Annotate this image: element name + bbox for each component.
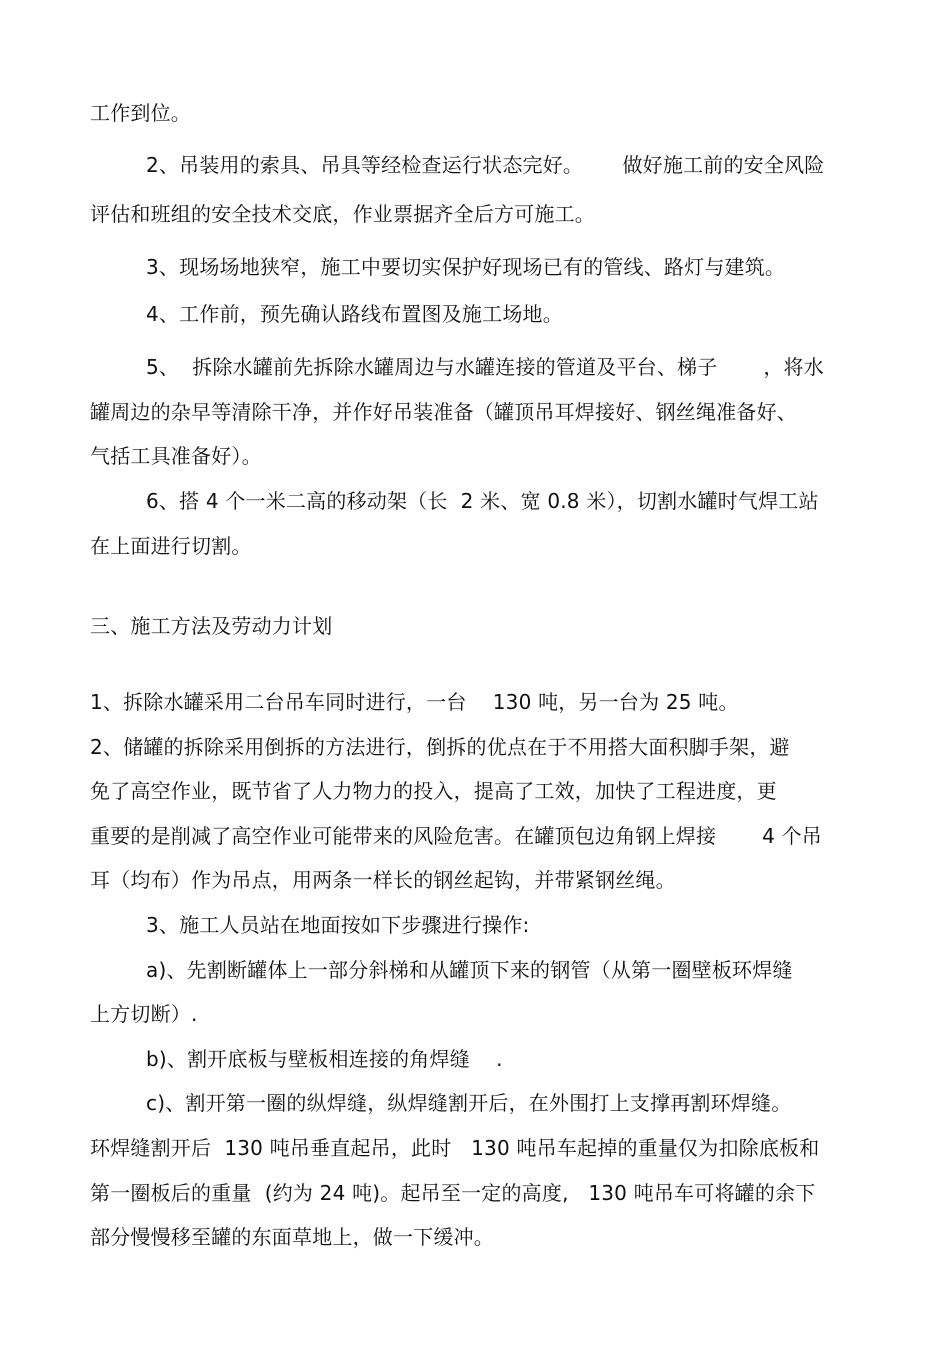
text-line-8: 气括工具准备好）。 xyxy=(90,444,262,468)
text-line-10: 在上面进行切割。 xyxy=(90,534,252,558)
text-line-2: 2、吊装用的索具、吊具等经检查运行状态完好。 做好施工前的安全风险 xyxy=(146,153,825,177)
text-line-4: 3、现场场地狭窄，施工中要切实保护好现场已有的管线、路灯与建筑。 xyxy=(146,255,786,279)
text-line-6: 5、 拆除水罐前先拆除水罐周边与水罐连接的管道及平台、梯子 ，将水 xyxy=(146,355,824,379)
text-line-14: 免了高空作业，既节省了人力物力的投入，提高了工效，加快了工程进度，更 xyxy=(90,779,777,803)
text-line-5: 4、工作前，预先确认路线布置图及施工场地。 xyxy=(146,302,563,326)
text-line-20: b)、割开底板与壁板相连接的角焊缝 . xyxy=(146,1047,503,1071)
text-line-3: 评估和班组的安全技术交底，作业票据齐全后方可施工。 xyxy=(90,202,595,226)
text-line-9: 6、搭 4 个一米二高的移动架（长 2 米、宽 0.8 米），切割水罐时气焊工站 xyxy=(146,489,819,513)
text-line-23: 第一圈板后的重量 (约为 24 吨)。起吊至一定的高度, 130 吨吊车可将罐的余下 xyxy=(90,1181,816,1205)
text-line-15: 重要的是削减了高空作业可能带来的风险危害。在罐顶包边角钢上焊接 4 个吊 xyxy=(90,824,822,848)
text-line-13: 2、储罐的拆除采用倒拆的方法进行，倒拆的优点在于不用搭大面积脚手架，避 xyxy=(90,735,790,759)
text-line-17: 3、施工人员站在地面按如下步骤进行操作: xyxy=(146,913,530,937)
text-line-1: 工作到位。 xyxy=(90,101,191,125)
text-line-21: c)、割开第一圈的纵焊缝，纵焊缝割开后，在外围打上支撑再割环焊缝。 xyxy=(146,1091,792,1115)
text-line-12: 1、拆除水罐采用二台吊车同时进行，一台 130 吨，另一台为 25 吨。 xyxy=(90,690,739,714)
text-line-18: a)、先割断罐体上一部分斜梯和从罐顶下来的钢管（从第一圈壁板环焊缝 xyxy=(146,958,793,982)
text-line-19: 上方切断）. xyxy=(90,1002,198,1026)
section-heading: 三、施工方法及劳动力计划 xyxy=(90,614,333,638)
text-line-16: 耳（均布）作为吊点，用两条一样长的钢丝起钩，并带紧钢丝绳。 xyxy=(90,868,676,892)
text-line-7: 罐周边的杂早等清除干净，并作好吊装准备（罐顶吊耳焊接好、钢丝绳准备好、 xyxy=(90,400,797,424)
text-line-24: 部分慢慢移至罐的东面草地上，做一下缓冲。 xyxy=(90,1225,494,1249)
text-line-22: 环焊缝割开后 130 吨吊垂直起吊，此时 130 吨吊车起掉的重量仅为扣除底板和 xyxy=(90,1136,820,1160)
